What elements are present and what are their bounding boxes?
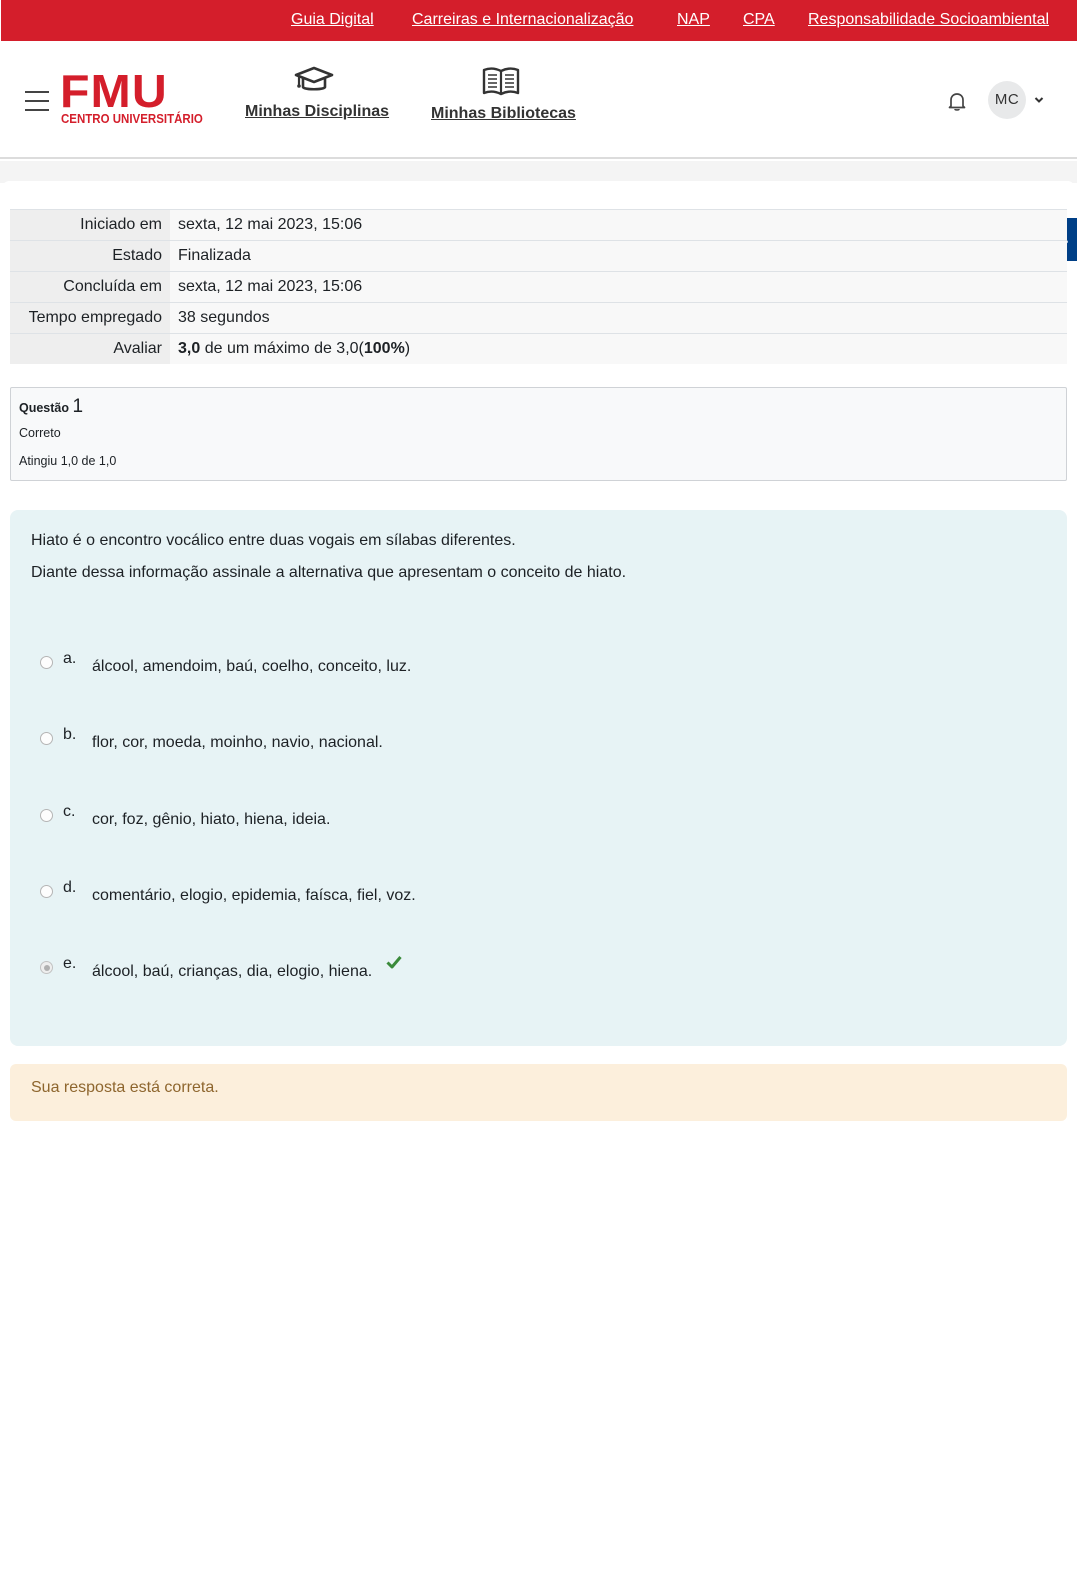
summary-label: Estado <box>10 241 170 272</box>
option-letter: e. <box>63 955 77 972</box>
question-grade: Atingiu 1,0 de 1,0 <box>19 454 117 468</box>
answer-option-a <box>40 650 940 680</box>
answer-radio[interactable] <box>40 885 53 898</box>
option-letter: b. <box>63 726 77 743</box>
option-text: álcool, baú, crianças, dia, elogio, hiena. <box>92 963 373 980</box>
summary-label: Tempo empregado <box>10 303 170 334</box>
summary-row-completed <box>10 272 1067 303</box>
chevron-down-icon[interactable] <box>1033 94 1045 106</box>
checkmark-icon <box>386 955 402 969</box>
open-book-icon <box>481 65 521 97</box>
grade-score: 3,0 <box>178 340 201 357</box>
question-instruction: Diante dessa informação assinale a alternativa que apresentam o conceito de hiato. <box>31 564 627 581</box>
page-background <box>0 161 1077 183</box>
answer-radio-selected[interactable] <box>40 961 53 974</box>
grade-percent: 100% <box>363 340 405 357</box>
answer-feedback <box>10 1064 1067 1121</box>
link-nap[interactable]: NAP <box>677 11 710 28</box>
bell-icon[interactable] <box>946 90 968 112</box>
summary-value: 38 segundos <box>170 303 1067 334</box>
answer-option-e <box>40 955 940 985</box>
option-text: cor, foz, gênio, hiato, hiena, ideia. <box>92 811 331 828</box>
summary-label: Avaliar <box>10 334 170 365</box>
answer-option-d <box>40 879 940 909</box>
logo-text: FMU <box>60 65 168 117</box>
summary-row-grade <box>10 334 1067 365</box>
answer-radio[interactable] <box>40 732 53 745</box>
graduation-cap-icon <box>293 65 335 95</box>
grade-text: de um máximo de 3,0( <box>200 340 364 357</box>
answer-radio[interactable] <box>40 656 53 669</box>
summary-label: Concluída em <box>10 272 170 303</box>
logo-subtitle: CENTRO UNIVERSITÁRIO <box>61 112 203 126</box>
option-letter: a. <box>63 650 77 667</box>
feedback-text: Sua resposta está correta. <box>31 1079 219 1096</box>
fmu-logo[interactable] <box>60 65 203 130</box>
option-text: comentário, elogio, epidemia, faísca, fiel, voz. <box>92 887 416 904</box>
nav-minhas-bibliotecas[interactable] <box>431 65 576 123</box>
option-letter: d. <box>63 879 77 896</box>
link-responsabilidade[interactable]: Responsabilidade Socioambiental <box>808 11 1050 28</box>
hamburger-icon[interactable] <box>25 91 49 111</box>
nav-minhas-disciplinas[interactable] <box>245 65 390 121</box>
link-cpa[interactable]: CPA <box>743 11 775 28</box>
top-bar <box>1 0 1077 41</box>
summary-value: sexta, 12 mai 2023, 15:06 <box>170 210 1067 241</box>
answer-option-b <box>40 726 940 756</box>
summary-label: Iniciado em <box>10 210 170 241</box>
user-avatar[interactable]: MC <box>988 81 1026 119</box>
attempt-summary-table <box>10 209 1067 364</box>
option-text: álcool, amendoim, baú, coelho, conceito, luz. <box>92 658 412 675</box>
nav-label-bibliotecas: Minhas Bibliotecas <box>431 105 576 122</box>
answer-option-c <box>40 803 940 833</box>
option-text: flor, cor, moeda, moinho, navio, nacional. <box>92 734 383 751</box>
question-formulation <box>10 510 1067 1046</box>
summary-grade-value <box>170 334 1067 365</box>
site-header <box>0 41 1077 159</box>
nav-label-disciplinas: Minhas Disciplinas <box>245 103 390 120</box>
question-number-value: 1 <box>72 396 84 417</box>
option-letter: c. <box>63 803 76 820</box>
answer-radio[interactable] <box>40 809 53 822</box>
summary-value: Finalizada <box>170 241 1067 272</box>
question-info <box>10 387 1067 481</box>
summary-row-time <box>10 303 1067 334</box>
link-carreiras[interactable]: Carreiras e Internacionalização <box>412 11 634 28</box>
summary-row-started <box>10 210 1067 241</box>
question-number <box>19 396 83 418</box>
link-guia-digital[interactable]: Guia Digital <box>291 11 374 28</box>
summary-row-state <box>10 241 1067 272</box>
question-text: Hiato é o encontro vocálico entre duas vogais em sílabas diferentes. <box>31 532 516 549</box>
question-state: Correto <box>19 426 61 440</box>
grade-close: ) <box>404 340 411 357</box>
summary-value: sexta, 12 mai 2023, 15:06 <box>170 272 1067 303</box>
question-label: Questão <box>19 401 70 415</box>
